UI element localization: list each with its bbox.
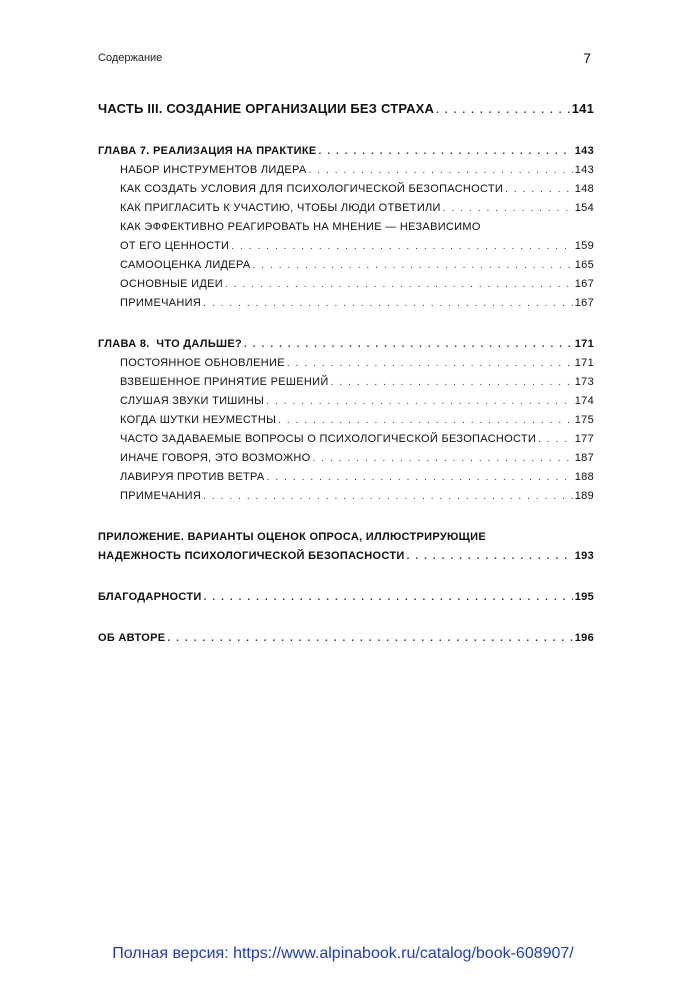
toc-about-author[interactable]	[98, 625, 594, 644]
toc-part-3[interactable]	[98, 92, 594, 116]
dot-leader	[225, 279, 573, 290]
toc-entry-page: 193	[574, 550, 594, 562]
toc-entry-page: 189	[574, 490, 594, 502]
dot-leader	[267, 472, 573, 483]
toc-entry-page: 177	[574, 433, 594, 445]
toc-item[interactable]	[98, 290, 594, 309]
toc-entry-page: 167	[574, 297, 594, 309]
toc-entry-page: 174	[574, 395, 594, 407]
page-number: 7	[583, 50, 591, 66]
toc-entry-page: 173	[574, 376, 594, 388]
toc-appendix[interactable]	[98, 543, 594, 562]
toc-item[interactable]	[98, 464, 594, 483]
dot-leader	[203, 298, 573, 309]
dot-leader	[231, 241, 572, 252]
toc-entry-page: 148	[574, 183, 594, 195]
toc-entry-page: 159	[574, 240, 594, 252]
toc-entry-page: 141	[571, 101, 594, 116]
dot-leader	[538, 434, 573, 445]
toc-entry-page: 143	[574, 145, 594, 157]
toc-entry-title: ОБ АВТОРЕ	[98, 632, 166, 644]
dot-leader	[407, 551, 573, 562]
toc-entry-page: 143	[574, 164, 594, 176]
toc-entry-title: КАК ПРИГЛАСИТЬ К УЧАСТИЮ, ЧТОБЫ ЛЮДИ ОТВЕТИЛИ	[120, 202, 441, 214]
toc-entry-title: САМООЦЕНКА ЛИДЕРА	[120, 259, 251, 271]
dot-leader	[203, 491, 573, 502]
toc-item[interactable]	[98, 195, 594, 214]
toc-entry-title: ГЛАВА 7. РЕАЛИЗАЦИЯ НА ПРАКТИКЕ	[98, 145, 317, 157]
toc-entry-title: БЛАГОДАРНОСТИ	[98, 591, 202, 603]
toc-entry-title: ОТ ЕГО ЦЕННОСТИ	[120, 240, 230, 252]
dot-leader	[312, 453, 572, 464]
toc-entry-page: 175	[574, 414, 594, 426]
toc-entry-title: НАБОР ИНСТРУМЕНТОВ ЛИДЕРА	[120, 164, 307, 176]
dot-leader	[331, 377, 573, 388]
dot-leader	[266, 396, 573, 407]
toc-entry-title: ОСНОВНЫЕ ИДЕИ	[120, 278, 223, 290]
dot-leader	[319, 146, 573, 157]
dot-leader	[287, 358, 573, 369]
toc-entry-page: 154	[574, 202, 594, 214]
toc-entry-title: ЧАСТО ЗАДАВАЕМЫЕ ВОПРОСЫ О ПСИХОЛОГИЧЕСКОЙ БЕЗОПАСНОСТИ	[120, 433, 537, 445]
toc-item[interactable]	[98, 350, 594, 369]
toc-acknowledgments[interactable]	[98, 584, 594, 603]
running-head: Содержание	[98, 52, 163, 64]
toc-entry-title: ПРИМЕЧАНИЯ	[120, 490, 202, 502]
toc-entry-title: ПОСТОЯННОЕ ОБНОВЛЕНИЕ	[120, 357, 285, 369]
toc-item[interactable]	[98, 369, 594, 388]
dot-leader	[204, 592, 573, 603]
toc-chapter-7[interactable]	[98, 138, 594, 157]
toc-entry-title: ИНАЧЕ ГОВОРЯ, ЭТО ВОЗМОЖНО	[120, 452, 311, 464]
toc-entry-title: ЛАВИРУЯ ПРОТИВ ВЕТРА	[120, 471, 265, 483]
toc-entry-page: 171	[574, 338, 594, 350]
dot-leader	[505, 184, 573, 195]
toc-appendix-title-line1: ПРИЛОЖЕНИЕ. ВАРИАНТЫ ОЦЕНОК ОПРОСА, ИЛЛЮСТРИРУЮЩИЕ	[98, 531, 487, 543]
toc-item[interactable]	[98, 426, 594, 445]
toc-item[interactable]	[98, 271, 594, 290]
dot-leader	[436, 105, 570, 116]
toc-entry-title: КОГДА ШУТКИ НЕУМЕСТНЫ	[120, 414, 277, 426]
toc-item[interactable]	[98, 388, 594, 407]
table-of-contents	[98, 92, 594, 644]
toc-entry-page: 195	[574, 591, 594, 603]
dot-leader	[278, 415, 573, 426]
toc-entry-title-line1: КАК ЭФФЕКТИВНО РЕАГИРОВАТЬ НА МНЕНИЕ — НЕЗАВИСИМО	[120, 221, 481, 233]
toc-entry-title: ПРИМЕЧАНИЯ	[120, 297, 202, 309]
toc-entry-page: 188	[574, 471, 594, 483]
toc-chapter-8[interactable]	[98, 331, 594, 350]
toc-item[interactable]	[98, 157, 594, 176]
toc-entry-page: 187	[574, 452, 594, 464]
toc-entry-title: НАДЕЖНОСТЬ ПСИХОЛОГИЧЕСКОЙ БЕЗОПАСНОСТИ	[98, 550, 405, 562]
toc-entry-title: ГЛАВА 8. ЧТО ДАЛЬШЕ?	[98, 338, 243, 350]
toc-entry-title: ВЗВЕШЕННОЕ ПРИНЯТИЕ РЕШЕНИЙ	[120, 376, 329, 388]
toc-entry-page: 196	[574, 632, 594, 644]
dot-leader	[309, 165, 573, 176]
toc-item[interactable]	[98, 176, 594, 195]
dot-leader	[443, 203, 573, 214]
full-version-link[interactable]: Полная версия: https://www.alpinabook.ru/catalog/book-608907/	[112, 945, 574, 962]
toc-item[interactable]	[98, 407, 594, 426]
dot-leader	[167, 633, 572, 644]
toc-entry-page: 167	[574, 278, 594, 290]
dot-leader	[252, 260, 572, 271]
dot-leader	[244, 339, 573, 350]
toc-entry-title: ЧАСТЬ III. СОЗДАНИЕ ОРГАНИЗАЦИИ БЕЗ СТРАХА	[98, 101, 435, 116]
toc-item[interactable]	[98, 445, 594, 464]
toc-entry-title: КАК СОЗДАТЬ УСЛОВИЯ ДЛЯ ПСИХОЛОГИЧЕСКОЙ БЕЗОПАСНОСТИ	[120, 183, 504, 195]
toc-entry-page: 171	[574, 357, 594, 369]
toc-entry-title: СЛУШАЯ ЗВУКИ ТИШИНЫ	[120, 395, 265, 407]
toc-item[interactable]	[98, 483, 594, 502]
toc-item[interactable]	[98, 233, 594, 252]
toc-item[interactable]	[98, 252, 594, 271]
toc-entry-page: 165	[574, 259, 594, 271]
